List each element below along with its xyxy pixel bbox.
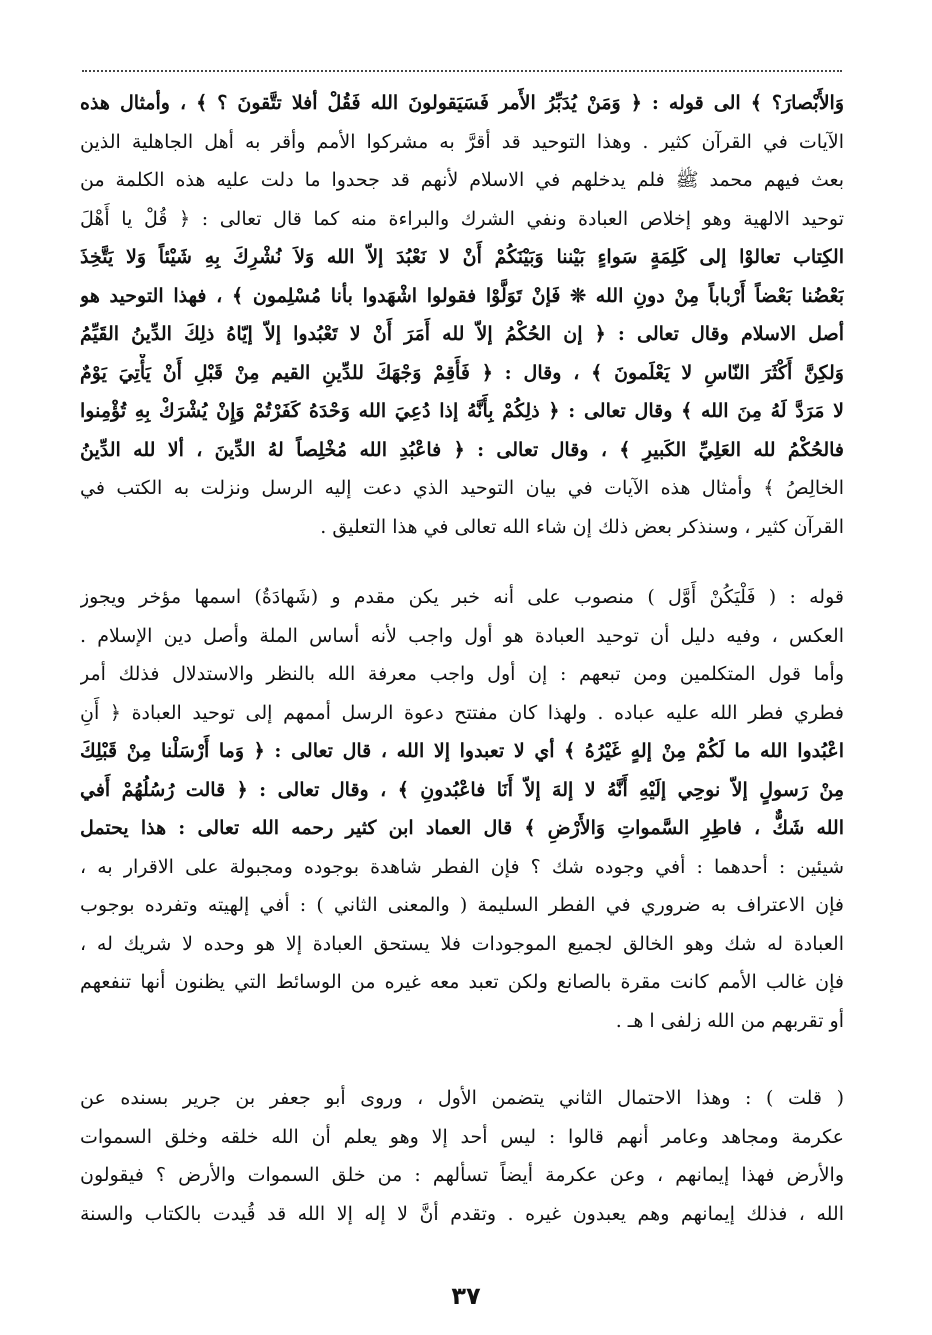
text-line: والأرض فهذا إيمانهم ، وعن عكرمة أيضاً تسألهم : من خلق السموات والأرض ؟ فيقولون [80, 1164, 844, 1186]
text-line: فالحُكْمُ لله العَلِيِّ الكَبيرِ ﴾ ، وقال تعالى : ﴿ فاعْبُدِ الله مُخْلِصاً لهُ الدِّينَ ، ألا لله الدِّينُ [80, 438, 844, 461]
text-line: فإن غالب الأمم كانت مقرة بالصانع ولكن تعبد معه غيره من الوسائط التي يظنون أنها تنفعهم [80, 971, 844, 993]
text-line: الكِتاب تعالوْا إلى كَلِمَةٍ سَواءٍ بَيْننا وَبَيْنَكُمْ أَنْ لا نَعْبُدَ إلاّ الله وَلاَ نُشْرِكَ بِهِ شَيْئاً وَلا يَتَّخِذَ [80, 246, 844, 268]
paragraph-2 [80, 578, 844, 1040]
text-line: فطري فطر الله عليه عباده . ولهذا كان مفتتح دعوة الرسل أممهم إلى توحيد العبادة ﴿ أَنِ [80, 701, 844, 724]
text-line: شيئين : أحدهما : أفي وجوده شك ؟ فإن الفطر شاهدة بوجوده ومجبولة على الاقرار به ، [80, 855, 844, 878]
text-line: العبادة له شك وهو الخالق لجميع الموجودات فلا يستحق العبادة إلا هو وحده لا شريك له ، [80, 932, 844, 955]
text-line: قوله : ( فَلْيَكُنْ أَوَّل ) منصوب على أنه خبر يكن مقدم و (شَهادَةُ) اسمها مؤخر ويجوز [80, 586, 844, 608]
text-line: الله ، فذلك إيمانهم وهم يعبدون غيره . وتقدم أنَّ لا إله إلا الله قد قُيدت بالكتاب والسنة [80, 1202, 844, 1225]
text-line: وَالأَبْصارَ؟ ﴾ الى قوله : ﴿ وَمَنْ يُدَبِّرُ الأَمر فَسَيَقولونَ الله فَقُلْ أفلا تتَّقونَ ؟ ﴾ ، وأمثال هذه [80, 92, 844, 114]
text-line: بَعْضُنا بَعْضاً أَرْباباً مِنْ دونِ الله ❊ فَإنْ تَوَلَّوْا فقولوا اشْهَدوا بأنا مُسْلِمون ﴾ ، فهذا التوحيد هو [80, 284, 844, 307]
text-line: وأما قول المتكلمين ومن تبعهم : إن أول واجب معرفة الله بالنظر والاستدلال فذلك أمر [80, 663, 844, 685]
page-number: ٣٧ [451, 1282, 481, 1310]
paragraph-1 [80, 84, 844, 546]
text-line: الله شَكٌّ ، فاطِرِ السَّمواتِ وَالأَرْضِ ﴾ قال العماد ابن كثير رحمه الله تعالى : هذا يحتمل [80, 817, 844, 839]
text-line: القرآن كثير ، وسنذكر بعض ذلك إن شاء الله تعالى في هذا التعليق . [320, 515, 844, 538]
text-line: وَلكِنَّ أَكْثَرَ النّاسِ لا يَعْلَمونَ ﴾ ، وقال : ﴿ فَأَقِمْ وَجْهَكَ للدِّينِ القيم مِنْ قَبْلِ أَنْ يَأْتِيَ يَوْمٌ [80, 361, 844, 384]
text-line: الخالِصُ ﴾ وأمثال هذه الآيات في بيان التوحيد الذي دعت إليه الرسل ونزلت به الكتب في [80, 477, 844, 499]
text-line: ( قلت ) : وهذا الاحتمال الثاني يتضمن الأول ، وروى أبو جعفر بن جرير بسنده عن [80, 1087, 844, 1109]
text-line: مِنْ رَسولٍ إلاّ نوحِي إلَيْهِ أَنَّهُ لا إلهَ إلاّ أَنَا فاعْبُدونِ ﴾ ، وقال تعالى : ﴿ قالت رُسُلُهُمْ أَفي [80, 778, 844, 801]
text-line: الآيات في القرآن كثير . وهذا التوحيد قد أقرَّ به مشركوا الأمم وأقر به أهل الجاهلية الذين [80, 130, 844, 153]
text-line: فإن الاعتراف به ضروري في الفطر السليمة ( والمعنى الثاني ) : أفي إلهيته وتفرده بوجوب [80, 894, 844, 916]
paragraph-3 [80, 1079, 844, 1233]
dotted-separator [82, 70, 842, 72]
text-line: العكس ، وفيه دليل أن توحيد العبادة هو أول واجب لأنه أساس الملة وأصل دين الإسلام . [80, 624, 844, 647]
text-line: أصل الاسلام وقال تعالى : ﴿ إن الحُكْمُ إلاّ لله أَمَرَ أَنْ لا تَعْبُدوا إلاّ إيّاهُ ذلِكَ الدِّينُ القَيِّمُ [80, 323, 844, 345]
text-line: لا مَرَدَّ لَهُ مِنَ الله ﴾ وقال تعالى : ﴿ ذلِكُمْ بِأَنَّهُ إذا دُعِيَ الله وَحْدَهُ كَفَرْتُمْ وَإِنْ يُشْرَكْ بِهِ تُؤْمِنوا [80, 400, 844, 422]
text-line: توحيد الالهية وهو إخلاص العبادة ونفي الشرك والبراءة منه كما قال تعالى : ﴿ قُلْ يا أَهْلَ [80, 207, 844, 230]
text-line: بعث فيهم محمد ﷺ فلم يدخلهم في الاسلام لأنهم قد جحدوا ما دلت عليه هذه الكلمة من [80, 169, 844, 191]
text-line: أو تقربهم من الله زلفى ا هـ . [615, 1009, 844, 1032]
text-line: عكرمة ومجاهد وعامر أنهم قالوا : ليس أحد إلا وهو يعلم أن الله خلقه وخلق السموات [80, 1125, 844, 1148]
text-line: اعْبُدوا الله ما لَكُمْ مِنْ إلهٍ غَيْرُهُ ﴾ أي لا تعبدوا إلا الله ، قال تعالى : ﴿ وَما أَرْسَلْنا مِنْ قَبْلِكَ [80, 740, 844, 762]
